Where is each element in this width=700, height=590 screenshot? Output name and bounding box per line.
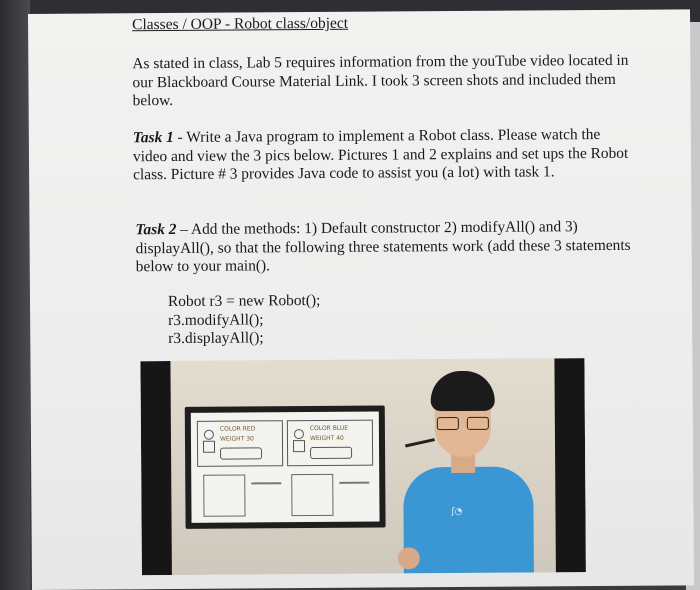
task2-label: Task 2 — [135, 220, 177, 239]
code-block — [168, 292, 321, 349]
presenter-shirt — [403, 466, 534, 573]
glasses-icon — [437, 417, 489, 429]
microphone-icon — [405, 438, 435, 447]
shirt-logo-icon: ʃ◔ — [451, 506, 463, 518]
robot1-color: COLOR RED — [219, 425, 256, 433]
task1-label: Task 1 — [132, 128, 174, 147]
paper-page — [28, 9, 694, 590]
placeholder-line — [339, 482, 369, 484]
robot2-button — [310, 447, 352, 459]
task1-paragraph — [133, 126, 633, 185]
presenter-hand — [398, 547, 420, 569]
robot-card-2 — [287, 420, 373, 467]
code-line-3: r3.displayAll(); — [168, 329, 264, 348]
code-line-1: Robot r3 = new Robot(); — [167, 291, 321, 311]
robot-figure-icon — [202, 430, 214, 452]
robot-card-1 — [197, 420, 283, 467]
whiteboard-surface — [191, 412, 380, 523]
task2-paragraph — [135, 218, 635, 277]
robot1-weight: WEIGHT 30 — [219, 435, 254, 443]
placeholder-line — [251, 482, 281, 484]
robot2-color: COLOR BLUE — [309, 424, 349, 433]
presenter — [397, 370, 538, 573]
robot-figure-icon — [292, 429, 304, 451]
whiteboard-screen — [185, 406, 386, 529]
robot2-weight: WEIGHT 40 — [309, 434, 344, 443]
task1-text: - Write a Java program to implement a Robot class. Please watch the video and view the 3 pics below. Pictures 1 and 2 explains and set ups the Robot class. Picture # 3 provides Java code to assist you (a lot) with task 1. — [132, 126, 629, 184]
empty-slot — [291, 474, 333, 516]
task2-text: – Add the methods: 1) Default constructor 2) modifyAll() and 3) displayAll(), so that the following three statements work (add these 3 statements below to your main(). — [135, 218, 631, 276]
empty-slot — [203, 474, 245, 516]
intro-paragraph: As stated in class, Lab 5 requires information from the youTube video located in our Blackboard Course Material Link. I took 3 screen shots and included them below. — [132, 51, 629, 110]
robot1-button — [220, 447, 262, 459]
code-line-2: r3.modifyAll(); — [168, 310, 264, 329]
left-edge — [0, 0, 30, 590]
presenter-hair — [431, 371, 495, 411]
letterbox-right — [554, 358, 585, 572]
letterbox-left — [140, 361, 171, 575]
page-heading: Classes / OOP - Robot class/object — [132, 14, 349, 34]
video-screenshot — [140, 358, 585, 575]
